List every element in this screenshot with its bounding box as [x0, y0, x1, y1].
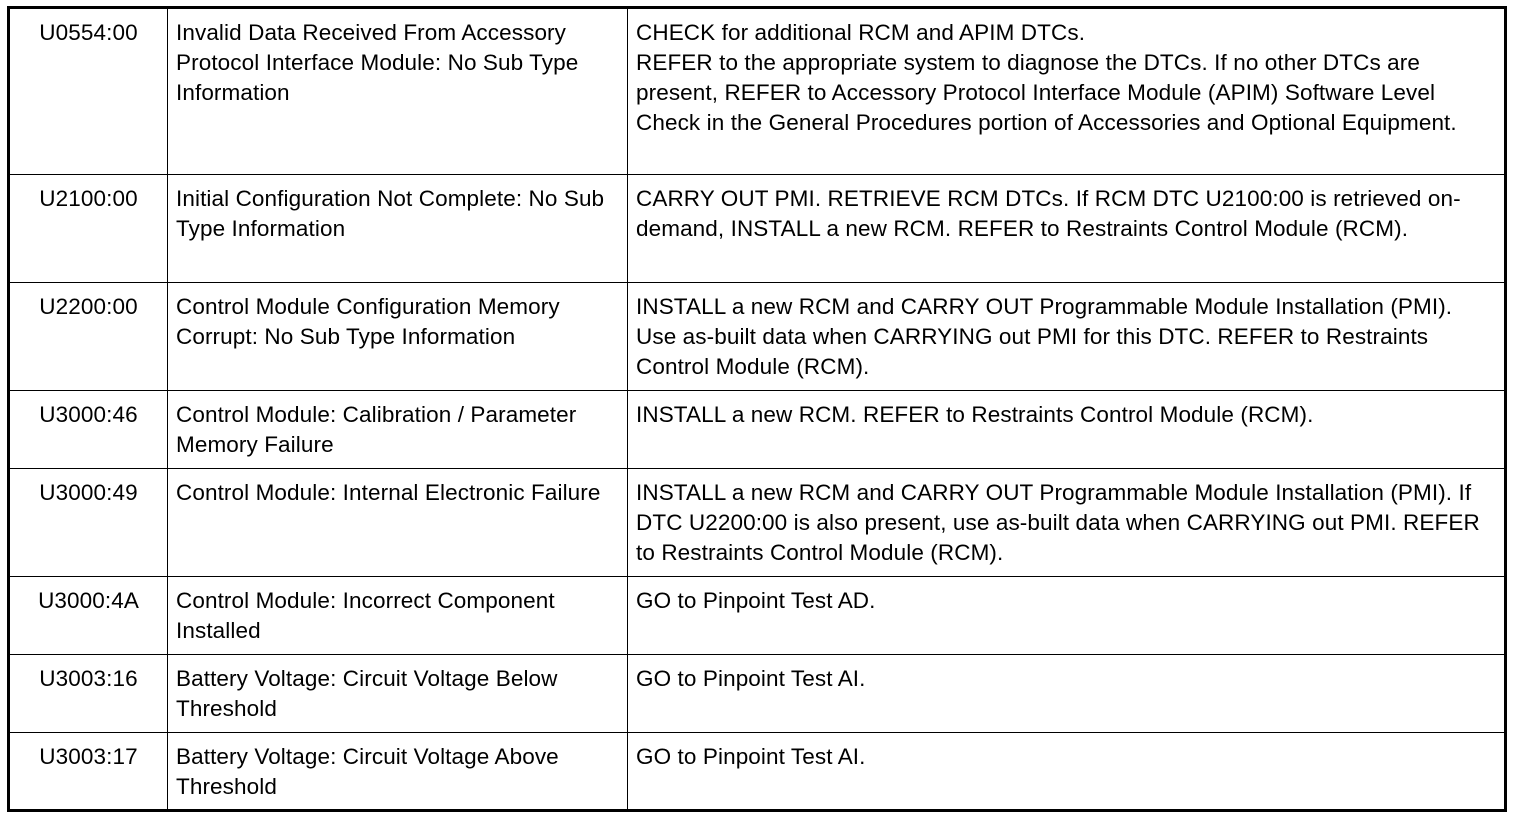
dtc-action-cell: [628, 391, 1506, 469]
dtc-action-cell: [628, 733, 1506, 811]
action-line: INSTALL a new RCM. REFER to Restraints Control Module (RCM).: [636, 402, 1314, 427]
dtc-code-cell: U3000:4A: [9, 577, 168, 655]
dtc-code-cell: U3000:46: [9, 391, 168, 469]
dtc-code-cell: U3000:49: [9, 469, 168, 577]
table-row: [9, 283, 1506, 391]
dtc-action-cell: [628, 175, 1506, 283]
action-line: GO to Pinpoint Test AI.: [636, 744, 866, 769]
dtc-code-cell: U3003:17: [9, 733, 168, 811]
dtc-code-cell: U0554:00: [9, 8, 168, 175]
dtc-description-cell: Control Module: Internal Electronic Failure: [168, 469, 628, 577]
dtc-code-cell: U2200:00: [9, 283, 168, 391]
dtc-action-cell: [628, 8, 1506, 175]
table-row: [9, 175, 1506, 283]
dtc-code-cell: U3003:16: [9, 655, 168, 733]
action-line: INSTALL a new RCM and CARRY OUT Programmable Module Installation (PMI). Use as-built data when CARRYING out PMI for this DTC. REFER to Restraints Control Module (RCM).: [636, 294, 1453, 379]
action-line: REFER to the appropriate system to diagnose the DTCs. If no other DTCs are present, REFER to Accessory Protocol Interface Module (APIM) Software Level Check in the General Procedures portion of Accessories and Optional Equipment.: [636, 50, 1457, 135]
table-row: [9, 655, 1506, 733]
table-row: [9, 8, 1506, 175]
dtc-description-cell: Control Module: Incorrect Component Installed: [168, 577, 628, 655]
table-row: [9, 577, 1506, 655]
table-row: [9, 391, 1506, 469]
action-line: GO to Pinpoint Test AI.: [636, 666, 866, 691]
dtc-description-cell: Control Module: Calibration / Parameter Memory Failure: [168, 391, 628, 469]
dtc-description-cell: Battery Voltage: Circuit Voltage Above Threshold: [168, 733, 628, 811]
dtc-table-body: [9, 8, 1506, 811]
action-line: CARRY OUT PMI. RETRIEVE RCM DTCs. If RCM DTC U2100:00 is retrieved on-demand, INSTALL a new RCM. REFER to Restraints Control Module (RCM).: [636, 186, 1461, 241]
dtc-code-cell: U2100:00: [9, 175, 168, 283]
dtc-description-cell: Initial Configuration Not Complete: No Sub Type Information: [168, 175, 628, 283]
dtc-description-cell: Invalid Data Received From Accessory Protocol Interface Module: No Sub Type Information: [168, 8, 628, 175]
dtc-description-cell: Control Module Configuration Memory Corrupt: No Sub Type Information: [168, 283, 628, 391]
table-row: [9, 469, 1506, 577]
dtc-action-cell: [628, 283, 1506, 391]
dtc-action-cell: [628, 655, 1506, 733]
action-line: CHECK for additional RCM and APIM DTCs.: [636, 20, 1086, 45]
dtc-description-cell: Battery Voltage: Circuit Voltage Below Threshold: [168, 655, 628, 733]
action-line: GO to Pinpoint Test AD.: [636, 588, 876, 613]
table-row: [9, 733, 1506, 811]
dtc-table: [7, 6, 1507, 812]
dtc-action-cell: [628, 469, 1506, 577]
action-line: INSTALL a new RCM and CARRY OUT Programmable Module Installation (PMI). If DTC U2200:00 is also present, use as-built data when CARRYING out PMI. REFER to Restraints Control Module (RCM).: [636, 480, 1480, 565]
dtc-action-cell: [628, 577, 1506, 655]
